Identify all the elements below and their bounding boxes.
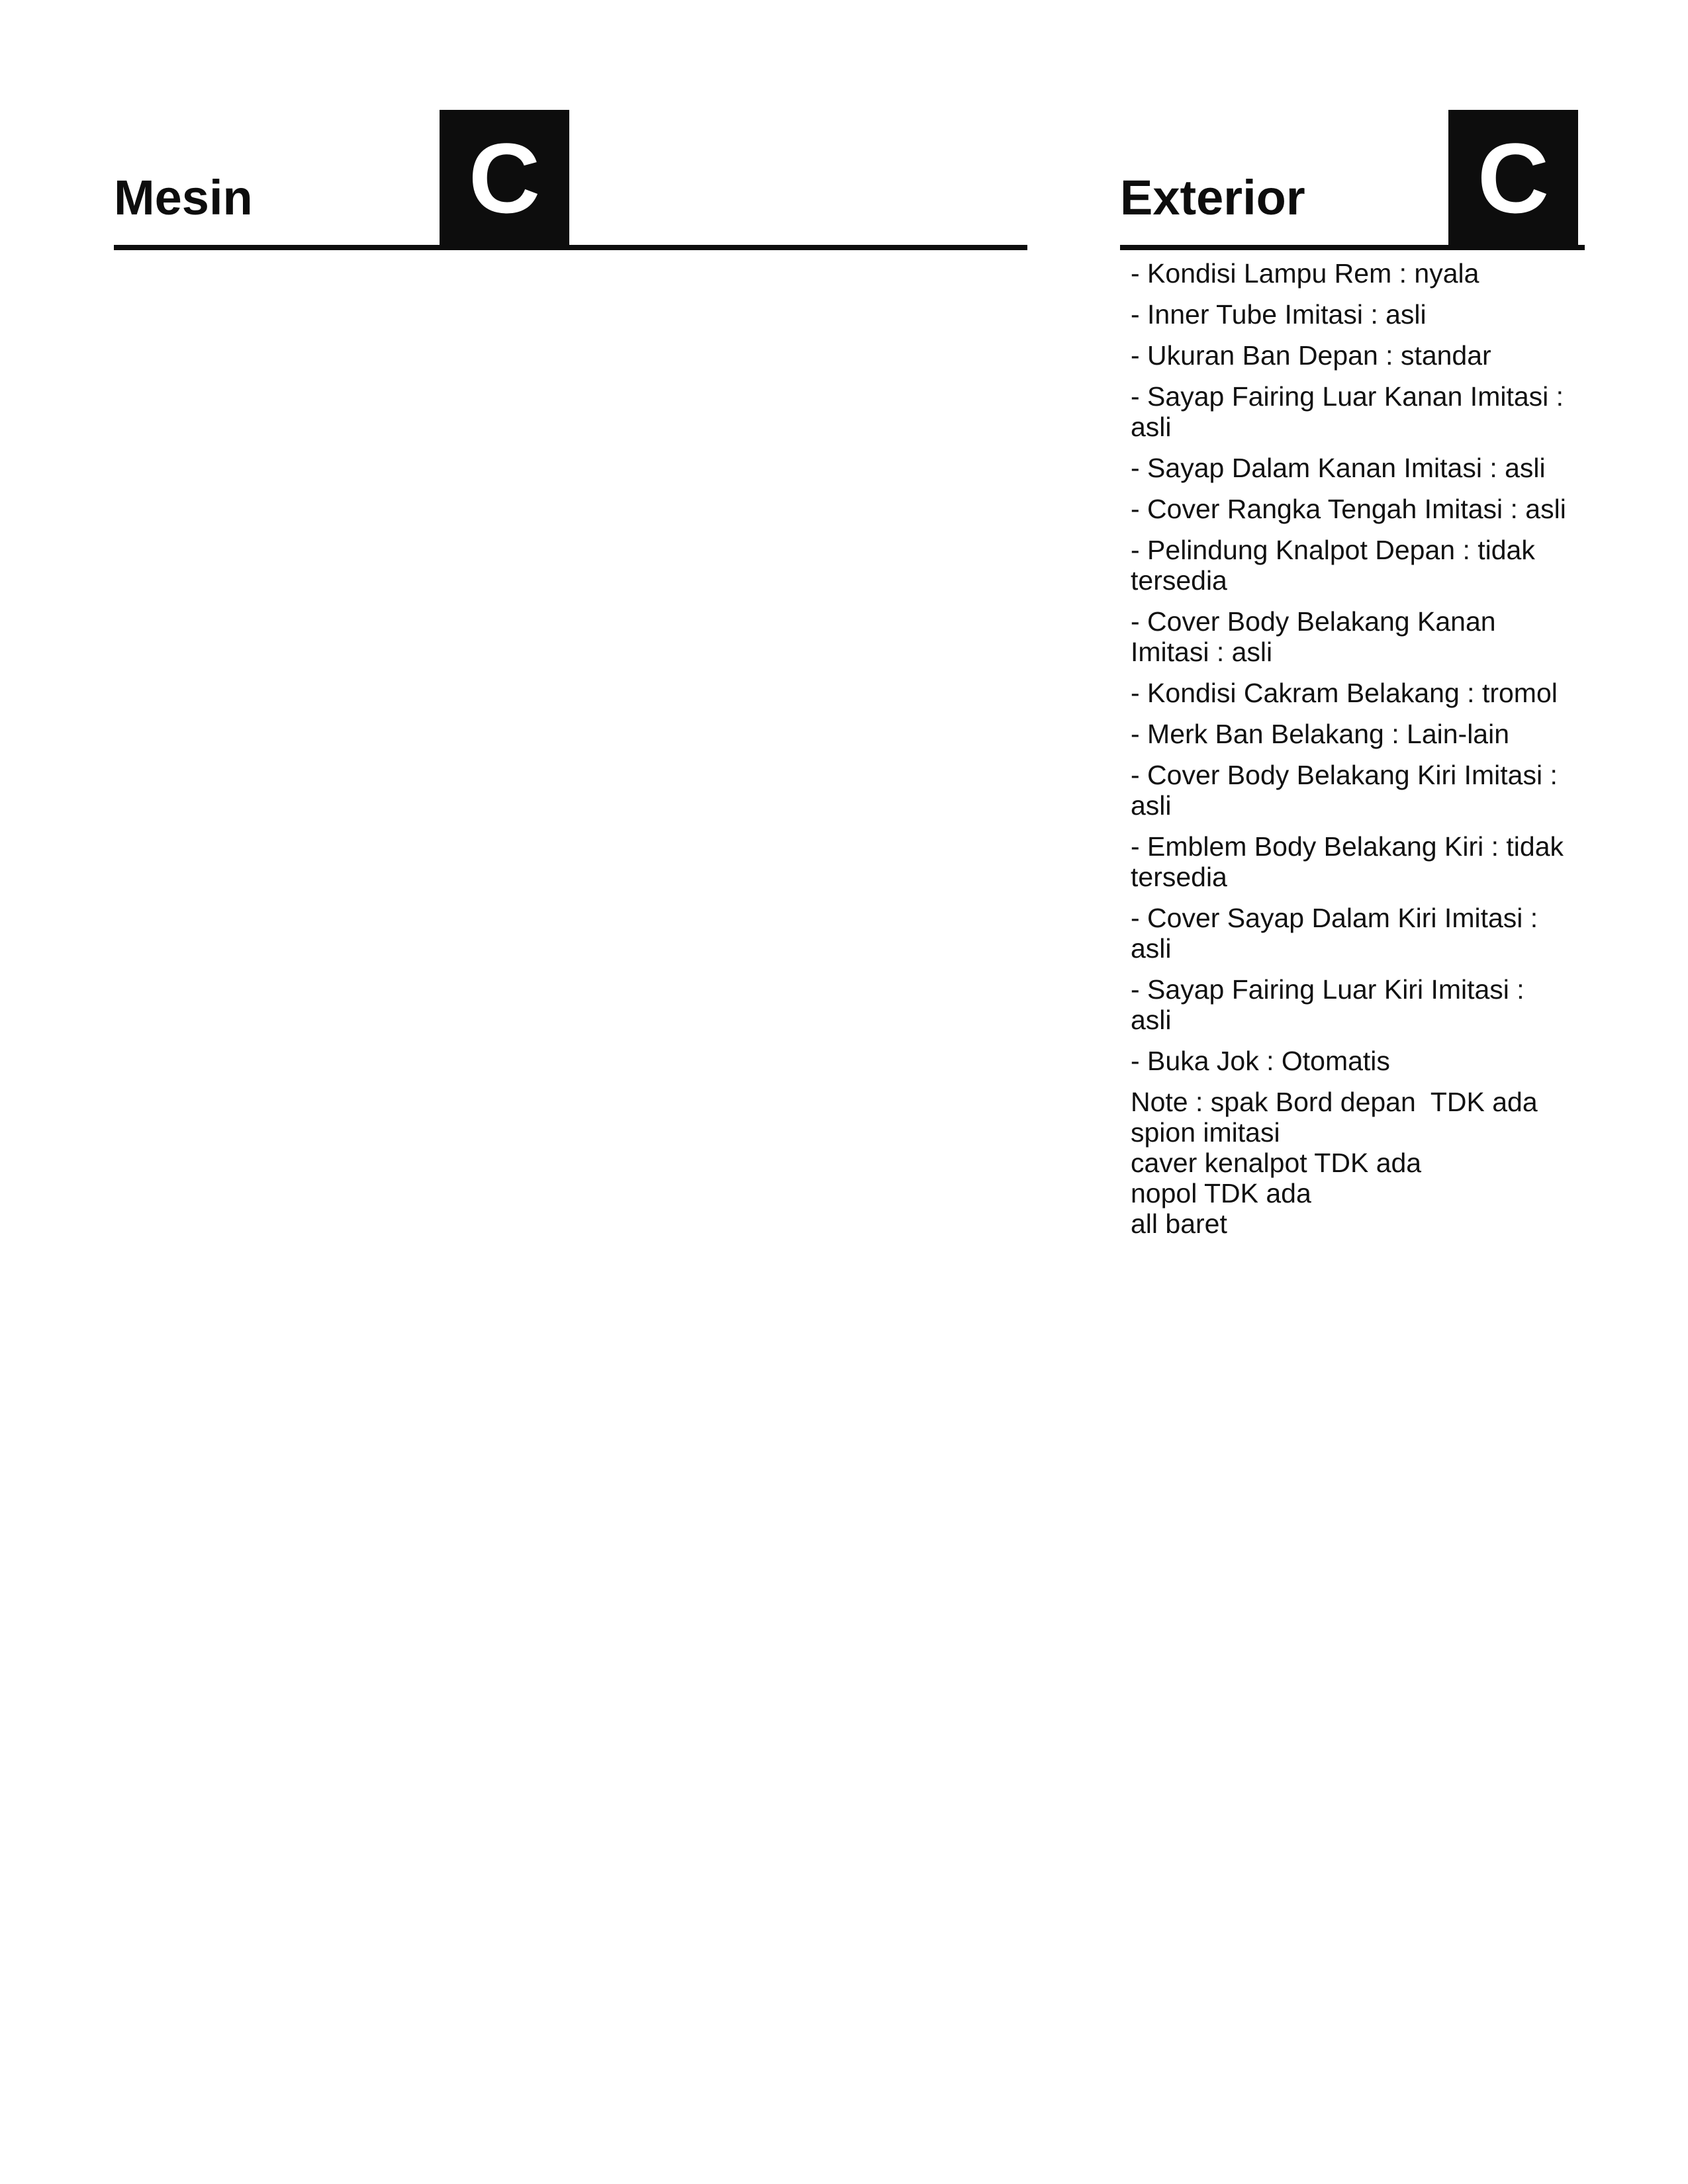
- list-item: - Sayap Fairing Luar Kanan Imitasi : asli: [1131, 381, 1564, 442]
- exterior-grade-letter: C: [1477, 122, 1550, 234]
- list-item: - Cover Body Belakang Kiri Imitasi : asli: [1131, 760, 1558, 821]
- exterior-grade-badge: [1448, 110, 1578, 249]
- exterior-divider: [1120, 245, 1585, 250]
- mesin-title: Mesin: [114, 170, 253, 225]
- mesin-divider: [114, 245, 1027, 250]
- exterior-title: Exterior: [1120, 170, 1305, 225]
- list-item: - Emblem Body Belakang Kiri : tidak tersedia: [1131, 831, 1564, 892]
- list-item: - Ukuran Ban Depan : standar: [1131, 340, 1491, 371]
- list-item: - Cover Rangka Tengah Imitasi : asli: [1131, 494, 1566, 524]
- note-line: Note : spak Bord depan TDK ada: [1131, 1087, 1538, 1117]
- exterior-note: [1131, 1087, 1568, 1239]
- note-line: spion imitasi: [1131, 1117, 1280, 1148]
- list-item: - Sayap Dalam Kanan Imitasi : asli: [1131, 453, 1546, 483]
- list-item: - Cover Body Belakang Kanan Imitasi : asli: [1131, 606, 1496, 667]
- mesin-grade-letter: C: [468, 122, 541, 234]
- mesin-grade-badge: [440, 110, 569, 249]
- list-item: - Inner Tube Imitasi : asli: [1131, 299, 1427, 330]
- exterior-section: [1120, 107, 1585, 251]
- mesin-section: [114, 107, 1027, 251]
- list-item: - Buka Jok : Otomatis: [1131, 1046, 1390, 1076]
- list-item: - Pelindung Knalpot Depan : tidak tersedia: [1131, 535, 1535, 596]
- list-item: - Cover Sayap Dalam Kiri Imitasi : asli: [1131, 903, 1538, 964]
- note-line: all baret: [1131, 1208, 1227, 1239]
- exterior-items-list: [1131, 258, 1568, 1250]
- list-item: - Kondisi Cakram Belakang : tromol: [1131, 678, 1558, 708]
- list-item: - Kondisi Lampu Rem : nyala: [1131, 258, 1479, 289]
- list-item: - Sayap Fairing Luar Kiri Imitasi : asli: [1131, 974, 1524, 1035]
- note-line: caver kenalpot TDK ada: [1131, 1148, 1422, 1178]
- list-item: - Merk Ban Belakang : Lain-lain: [1131, 719, 1510, 749]
- note-line: nopol TDK ada: [1131, 1178, 1311, 1208]
